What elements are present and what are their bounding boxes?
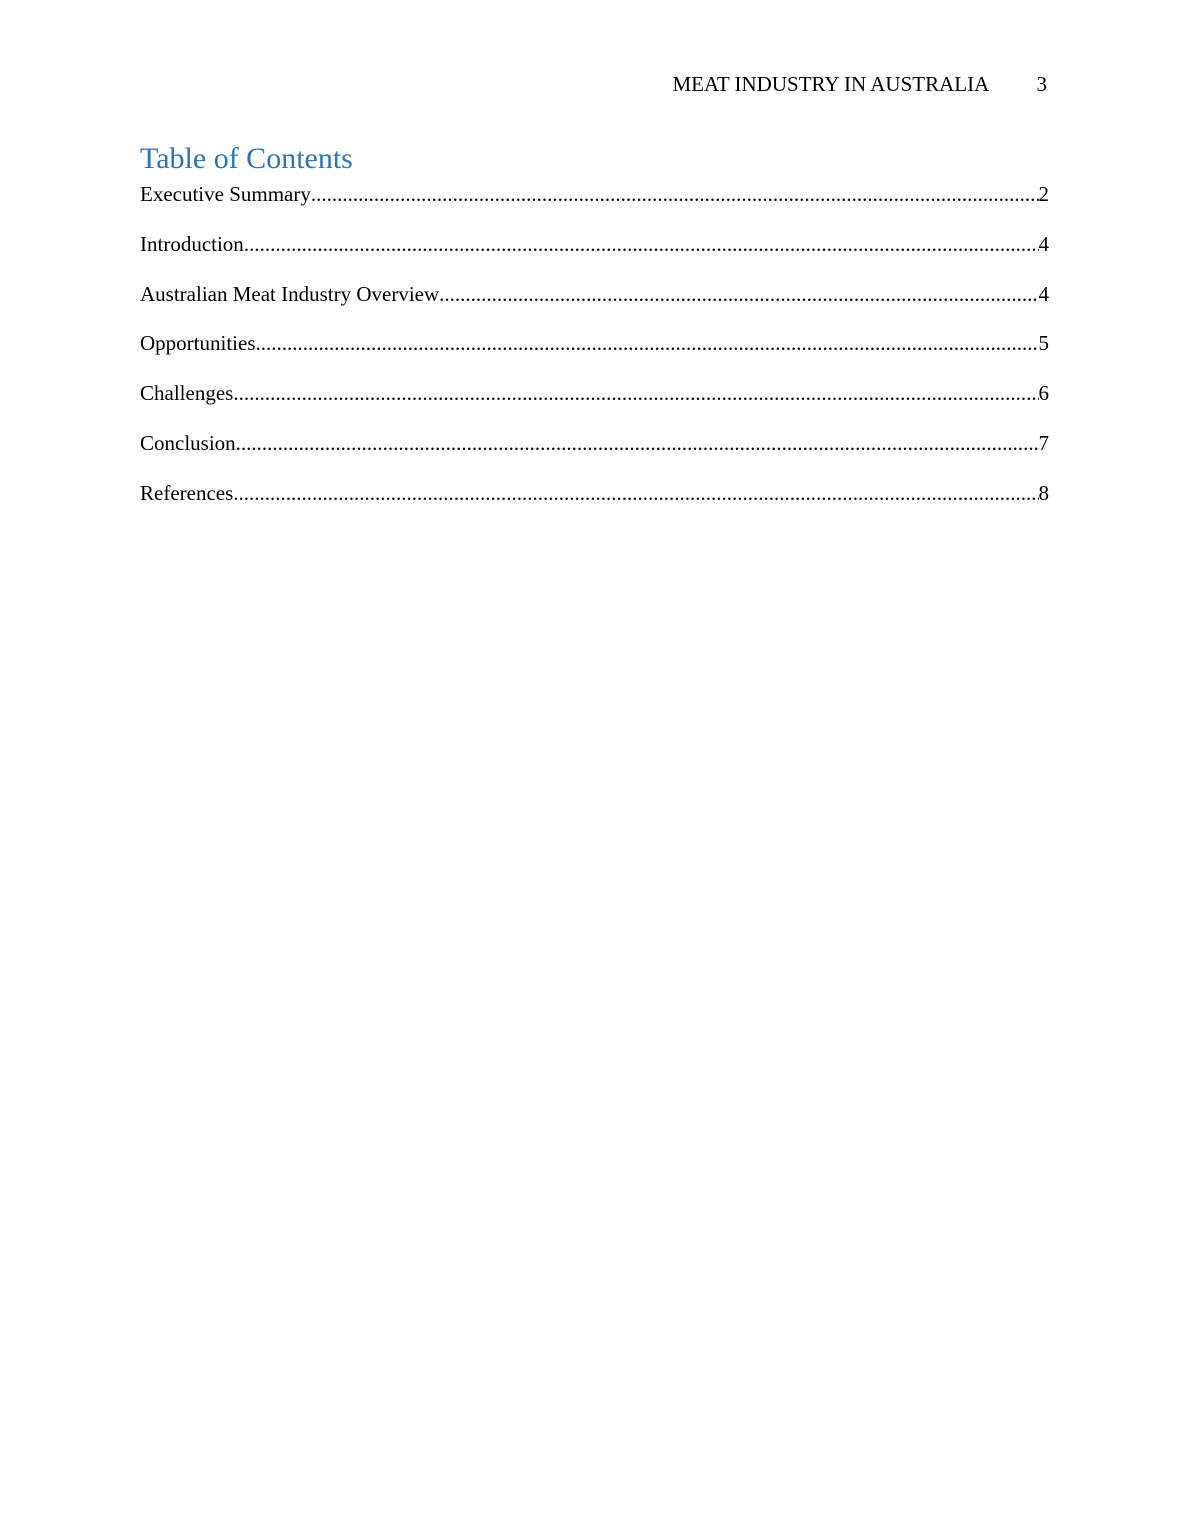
dot-leader [233, 379, 1038, 407]
dot-leader [244, 230, 1039, 258]
toc-entry-title: Conclusion [140, 430, 236, 455]
toc-entry-industry-overview[interactable] [140, 280, 1049, 308]
running-title: MEAT INDUSTRY IN AUSTRALIA [672, 72, 990, 96]
toc-entry-title: Executive Summary [140, 182, 311, 206]
toc-entry-challenges[interactable] [140, 379, 1049, 407]
dot-leader [233, 479, 1038, 507]
toc-entry-page: 2 [1038, 182, 1049, 206]
dot-leader [236, 429, 1039, 457]
toc-entry-page: 6 [1038, 381, 1049, 406]
toc-list [140, 180, 1049, 507]
dot-leader [439, 280, 1038, 308]
toc-entry-title: References [140, 480, 234, 505]
toc-entry-title: Opportunities [140, 331, 256, 356]
toc-entry-opportunities[interactable] [140, 329, 1049, 357]
toc-entry-title: Challenges [140, 381, 234, 406]
toc-entry-page: 7 [1038, 430, 1049, 455]
dot-leader [311, 180, 1039, 208]
toc-entry-page: 4 [1038, 281, 1049, 306]
toc-entry-page: 5 [1038, 331, 1049, 356]
toc-entry-executive-summary[interactable] [140, 180, 1049, 208]
toc-entry-introduction[interactable] [140, 230, 1049, 258]
dot-leader [256, 329, 1039, 357]
toc-entry-references[interactable] [140, 479, 1049, 507]
toc-entry-conclusion[interactable] [140, 429, 1049, 457]
toc-entry-page: 4 [1038, 231, 1049, 256]
table-of-contents [140, 140, 1049, 529]
page-header [672, 70, 1047, 98]
toc-entry-page: 8 [1038, 480, 1049, 505]
toc-entry-title: Introduction [140, 231, 244, 256]
toc-heading: Table of Contents [140, 142, 353, 175]
toc-entry-title: Australian Meat Industry Overview [140, 281, 440, 306]
page-number: 3 [1036, 72, 1047, 96]
